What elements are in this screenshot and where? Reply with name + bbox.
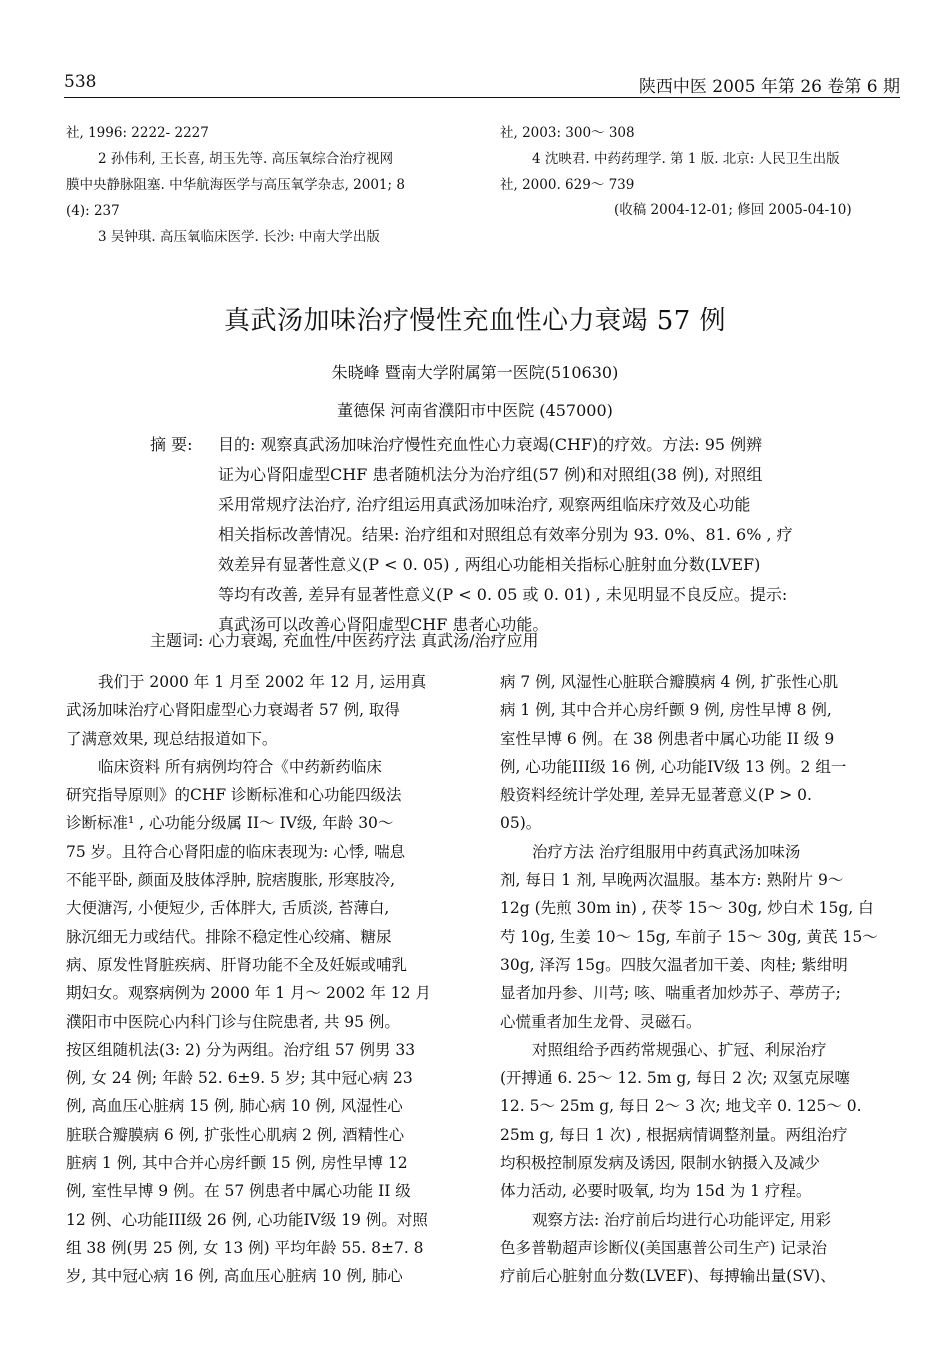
- body-line: 12g (先煎 30m in) , 茯苓 15～ 30g, 炒白术 15g, 白: [500, 899, 874, 918]
- references-left: [66, 120, 466, 250]
- body-line: 25m g, 每日 1 次) , 根据病情调整剂量。两组治疗: [500, 1125, 848, 1144]
- reference-line: 4 沈映君. 中药药理学. 第 1 版. 北京: 人民卫生出版: [532, 151, 840, 167]
- body-line: 色多普勒超声诊断仪(美国惠普公司生产) 记录治: [500, 1238, 828, 1257]
- body-line: 例, 室性早博 9 例。在 57 例患者中属心功能 II 级: [66, 1182, 411, 1201]
- body-line: 病、原发性肾脏疾病、肝肾功能不全及妊娠或哺乳: [66, 955, 408, 974]
- body-line: 室性早博 6 例。在 38 例患者中属心功能 II 级 9: [500, 729, 835, 748]
- body-line: 按区组随机法(3: 2) 分为两组。治疗组 57 例男 33: [66, 1040, 416, 1059]
- body-line: 05)。: [500, 814, 542, 833]
- body-line: 75 岁。且符合心肾阳虚的临床表现为: 心悸, 喘息: [66, 842, 406, 861]
- body-line: 了满意效果, 现总结报道如下。: [66, 729, 278, 748]
- body-line: 临床资料 所有病例均符合《中药新药临床: [98, 757, 382, 776]
- received-date: (收稿 2004-12-01; 修回 2005-04-10): [614, 202, 852, 218]
- body-line: 研究指导原则》的CHF 诊断标准和心功能四级法: [66, 786, 402, 805]
- body-line: 心慌重者加生龙骨、灵磁石。: [500, 1012, 702, 1031]
- abstract-line: 等均有改善, 差异有显著性意义(P < 0. 05 或 0. 01) , 未见明显不良反应。提示:: [218, 585, 788, 604]
- reference-line: (4): 237: [66, 203, 120, 219]
- keywords: 主题词: 心力衰竭, 充血性/中医药疗法 真武汤/治疗应用: [150, 631, 539, 650]
- body-line: 武汤加味治疗心肾阳虚型心力衰竭者 57 例, 取得: [66, 701, 400, 720]
- body-line: 体力活动, 必要时吸氧, 均为 15d 为 1 疗程。: [500, 1182, 812, 1201]
- abstract-text: [218, 430, 860, 640]
- author-affiliation-2: 董德保 河南省濮阳市中医院 (457000): [337, 401, 613, 420]
- body-line: 组 38 例(男 25 例, 女 13 例) 平均年龄 55. 8±7. 8: [66, 1238, 424, 1257]
- reference-line: 社, 2000. 629～ 739: [500, 177, 635, 193]
- body-line: 12 例、心功能III级 26 例, 心功能IV级 19 例。对照: [66, 1210, 428, 1229]
- abstract-line: 采用常规疗法治疗, 治疗组运用真武汤加味治疗, 观察两组临床疗效及心功能: [218, 495, 751, 514]
- body-line: 疗前后心脏射血分数(LVEF)、每搏输出量(SV)、: [500, 1267, 836, 1286]
- body-line: 例, 女 24 例; 年龄 52. 6±9. 5 岁; 其中冠心病 23: [66, 1069, 413, 1088]
- reference-line: 社, 2003: 300～ 308: [500, 125, 635, 141]
- body-line: 均积极控制原发病及诱因, 限制水钠摄入及减少: [500, 1154, 820, 1173]
- references-right: [500, 120, 900, 198]
- body-line: 我们于 2000 年 1 月至 2002 年 12 月, 运用真: [98, 673, 427, 691]
- body-line: 例, 心功能III级 16 例, 心功能IV级 13 例。2 组一: [500, 757, 847, 776]
- body-line: 病 7 例, 风湿性心脏联合瓣膜病 4 例, 扩张性心肌: [500, 673, 839, 691]
- reference-line: 社, 1996: 2222- 2227: [66, 125, 209, 141]
- body-column-left: [66, 668, 466, 1291]
- body-line: 显者加丹参、川芎; 咳、喘重者加炒苏子、葶苈子;: [500, 984, 841, 1003]
- abstract-label: 摘 要:: [150, 435, 193, 454]
- body-line: 观察方法: 治疗前后均进行心功能评定, 用彩: [532, 1210, 832, 1229]
- page-number: 538: [64, 72, 97, 92]
- body-line: 病 1 例, 其中合并心房纤颤 9 例, 房性早博 8 例,: [500, 701, 832, 720]
- reference-line: 2 孙伟利, 王长喜, 胡玉先等. 高压氧综合治疗视网: [98, 151, 394, 167]
- article-title: 真武汤加味治疗慢性充血性心力衰竭 57 例: [223, 306, 727, 336]
- body-line: 12. 5～ 25m g, 每日 2～ 3 次; 地戈辛 0. 125～ 0.: [500, 1097, 862, 1116]
- body-line: (开搏通 6. 25～ 12. 5m g, 每日 2 次; 双氢克尿噻: [500, 1069, 851, 1088]
- body-line: 不能平卧, 颜面及肢体浮肿, 脘痞腹胀, 形寒肢冷,: [66, 871, 395, 890]
- body-line: 脏病 1 例, 其中合并心房纤颤 15 例, 房性早博 12: [66, 1154, 408, 1173]
- abstract-line: 目的: 观察真武汤加味治疗慢性充血性心力衰竭(CHF)的疗效。方法: 95 例辨: [218, 435, 763, 454]
- body-line: 剂, 每日 1 剂, 早晚两次温服。基本方: 熟附片 9～: [500, 871, 844, 890]
- body-line: 诊断标准¹ , 心功能分级属 II～ IV级, 年龄 30～: [66, 814, 394, 833]
- journal-info: 陕西中医 2005 年第 26 卷第 6 期: [638, 77, 900, 97]
- body-line: 对照组给予西药常规强心、扩冠、利尿治疗: [532, 1040, 827, 1059]
- abstract-line: 相关指标改善情况。结果: 治疗组和对照组总有效率分别为 93. 0%、81. 6% , 疗: [218, 525, 793, 544]
- reference-line: 膜中央静脉阻塞. 中华航海医学与高压氧学杂志, 2001; 8: [66, 177, 405, 193]
- abstract-line: 效差异有显著性意义(P < 0. 05) , 两组心功能相关指标心脏射血分数(LVEF): [218, 555, 761, 574]
- body-line: 脉沉细无力或结代。排除不稳定性心绞痛、糖尿: [66, 927, 392, 946]
- body-line: 大便溏泻, 小便短少, 舌体胖大, 舌质淡, 苔薄白,: [66, 899, 390, 918]
- body-line: 例, 高血压心脏病 15 例, 肺心病 10 例, 风湿性心: [66, 1097, 403, 1116]
- body-line: 期妇女。观察病例为 2000 年 1 月～ 2002 年 12 月: [66, 984, 431, 1003]
- body-line: 般资料经统计学处理, 差异无显著意义(P > 0.: [500, 786, 812, 805]
- body-line: 30g, 泽泻 15g。四肢欠温者加干姜、肉桂; 紫绀明: [500, 955, 848, 974]
- body-line: 濮阳市中医院心内科门诊与住院患者, 共 95 例。: [66, 1012, 400, 1031]
- abstract-line: 证为心肾阳虚型CHF 患者随机法分为治疗组(57 例)和对照组(38 例), 对照组: [218, 465, 763, 484]
- abstract-line: 真武汤可以改善心肾阳虚型CHF 患者心功能。: [218, 615, 549, 634]
- body-line: 芍 10g, 生姜 10～ 15g, 车前子 15～ 30g, 黄芪 15～: [500, 927, 878, 946]
- body-line: 治疗方法 治疗组服用中药真武汤加味汤: [532, 842, 801, 861]
- author-affiliation-1: 朱晓峰 暨南大学附属第一医院(510630): [331, 363, 619, 382]
- reference-line: 3 吴钟琪. 高压氧临床医学. 长沙: 中南大学出版: [98, 229, 380, 245]
- running-header: [64, 70, 900, 98]
- body-line: 脏联合瓣膜病 6 例, 扩张性心肌病 2 例, 酒精性心: [66, 1125, 405, 1144]
- body-column-right: [500, 668, 900, 1291]
- body-line: 岁, 其中冠心病 16 例, 高血压心脏病 10 例, 肺心: [66, 1267, 403, 1286]
